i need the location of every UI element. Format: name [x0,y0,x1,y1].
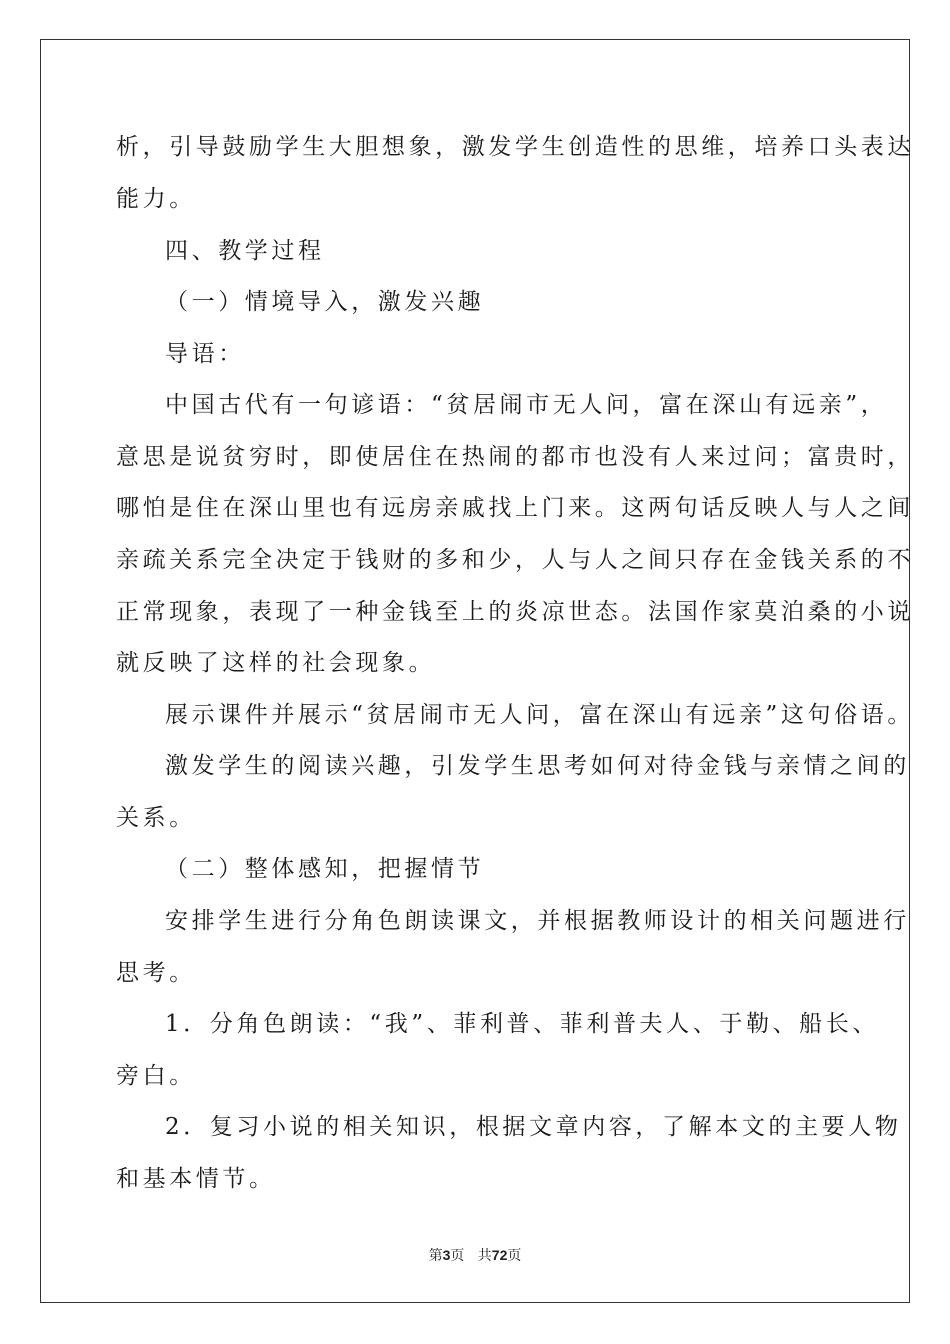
text-line: 关系。 [116,805,196,831]
text-line: 安排学生进行分角色朗读课文，并根据教师设计的相关问题进行 [165,908,910,934]
text-line: 析，引导鼓励学生大胆想象，激发学生创造性的思维，培养口头表达 [116,134,914,160]
section-heading: 四、教学过程 [165,238,325,264]
text-line: 哪怕是住在深山里也有远房亲戚找上门来。这两句话反映人与人之间 [116,495,914,521]
text-line: 展示课件并展示“贫居闹市无人问，富在深山有远亲”这句俗语。 [165,702,914,728]
total-prefix: 共 [477,1248,492,1264]
subsection-heading: （一）情境导入，激发兴趣 [165,289,485,315]
subsection-heading: （二）整体感知，把握情节 [165,856,485,882]
page-footer [0,1245,950,1265]
page-number: 3 [442,1247,451,1263]
text-line: 能力。 [116,186,196,212]
text-line: 中国古代有一句谚语：“贫居闹市无人问，富在深山有远亲”， [165,392,888,418]
total-pages: 72 [491,1247,508,1263]
text-line: 就反映了这样的社会现象。 [116,650,436,676]
list-item: 2．复习小说的相关知识，根据文章内容，了解本文的主要人物 [165,1114,902,1140]
page-prefix: 第 [428,1248,443,1264]
text-line: 亲疏关系完全决定于钱财的多和少，人与人之间只存在金钱关系的不 [116,547,914,573]
text-line: 正常现象，表现了一种金钱至上的炎凉世态。法国作家莫泊桑的小说 [116,599,914,625]
page-suffix: 页 [450,1248,465,1264]
text-line: 旁白。 [116,1063,196,1089]
text-line: 意思是说贫穷时，即使居住在热闹的都市也没有人来过问；富贵时， [116,444,914,470]
text-line: 激发学生的阅读兴趣，引发学生思考如何对待金钱与亲情之间的 [165,753,910,779]
list-item: 1．分角色朗读：“我”、菲利普、菲利普夫人、于勒、船长、 [165,1011,879,1037]
total-suffix: 页 [507,1248,522,1264]
text-line: 导语： [165,341,245,367]
text-line: 思考。 [116,960,196,986]
text-line: 和基本情节。 [116,1166,276,1192]
